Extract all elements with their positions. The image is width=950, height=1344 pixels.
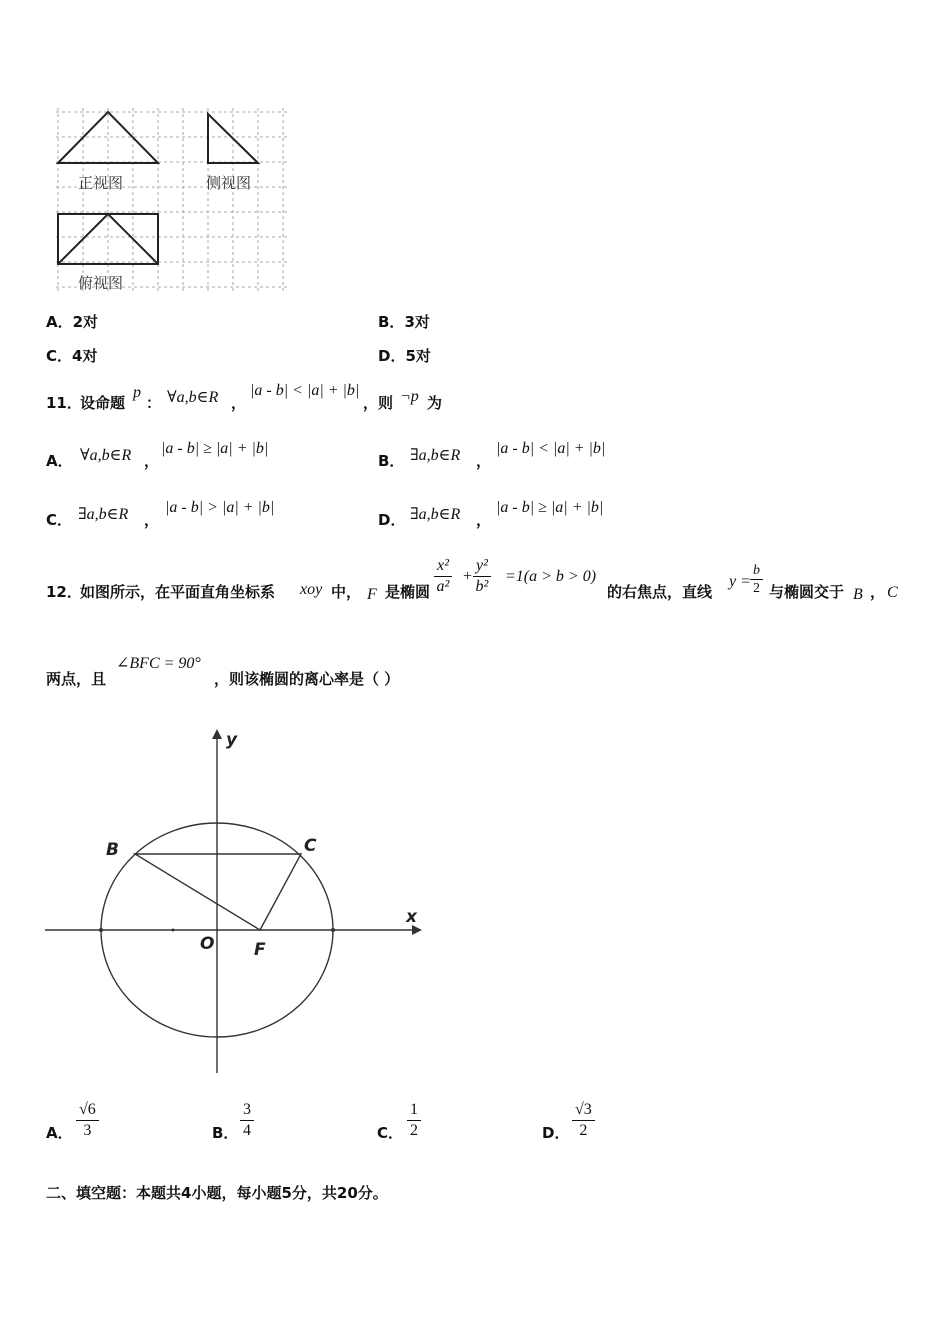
q12-line2-text-1: 两点，且 (46, 670, 107, 688)
q10-option-a[interactable]: A．2对 (46, 313, 99, 331)
three-view-figure (48, 100, 298, 300)
q11-not-p: ¬p (400, 388, 419, 405)
q12-angle: ∠BFC = 90° (116, 655, 201, 672)
q12-text-2: 中， (331, 583, 362, 601)
q10-option-c[interactable]: C．4对 (46, 347, 98, 365)
q12-number: 12． (46, 583, 82, 601)
point-c-label: C (304, 836, 317, 856)
q12-comma: ， (870, 583, 886, 601)
ellipse-figure (40, 725, 430, 1080)
section-2-heading: 二、填空题：本题共4小题，每小题5分，共20分。 (46, 1184, 388, 1202)
q12-option-b[interactable]: B． $\frac{3}{4}$ (212, 1097, 372, 1151)
q11-option-c[interactable]: C． ∃a,b∈R ， |a - b| > |a| + |b| (46, 499, 275, 529)
y-axis-arrow (212, 729, 222, 739)
q12-f: F (367, 586, 377, 603)
q12-ellipse-equation-rest: =1(a > b > 0) (505, 568, 597, 585)
q10-option-d[interactable]: D．5对 (378, 347, 431, 365)
q12-text-5: 与椭圆交于 (769, 583, 845, 601)
q11-comma: ， (231, 394, 247, 412)
q11-colon: ： (146, 394, 162, 412)
top-view-rectangle (58, 214, 158, 264)
q12-text-4: 的右焦点，直线 (607, 583, 713, 601)
y-axis-label: y (226, 730, 238, 750)
top-view-label: 俯视图 (78, 274, 124, 292)
q12-xoy: xoy (300, 581, 323, 598)
q11-option-a[interactable]: A． ∀a,b∈R ， |a - b| ≥ |a| + |b| (46, 440, 269, 470)
q12-frac-y2-b2: $\frac{\text{y²}}{\text{b²}}$ (473, 556, 491, 597)
q12-b: B (853, 586, 863, 603)
q11-option-d[interactable]: D． ∃a,b∈R ， |a - b| ≥ |a| + |b| (378, 499, 604, 529)
top-view-ridge (58, 214, 158, 264)
q11-text-2: ，则 (363, 394, 394, 412)
q12-option-a[interactable]: A． $\frac{√6}{3}$ (46, 1097, 206, 1151)
q12-line2-text-2: ，则该椭圆的离心率是（ ） (214, 670, 400, 688)
q12-c: C (887, 584, 898, 601)
q12-option-c[interactable]: C． $\frac{1}{2}$ (377, 1097, 537, 1151)
q12-y-equals: y = (729, 573, 751, 590)
q11-p: p (133, 384, 141, 401)
x-axis-label: x (406, 907, 417, 927)
front-view-label: 正视图 (78, 174, 124, 192)
point-b-label: B (106, 840, 119, 860)
q10-option-b[interactable]: B．3对 (378, 313, 430, 331)
q11-text-3: 为 (427, 394, 443, 412)
q11-number: 11． (46, 394, 82, 412)
q12-frac-b-2: $\frac{b}{2}$ (750, 562, 763, 597)
point-f-label: F (254, 940, 266, 960)
q11-option-b[interactable]: B． ∃a,b∈R ， |a - b| < |a| + |b| (378, 440, 606, 470)
q11-text-1: 设命题 (80, 394, 126, 412)
q11-inequality: |a - b| < |a| + |b| (250, 382, 360, 399)
origin-label: O (200, 934, 215, 954)
q12-plus: + (463, 568, 473, 585)
side-view-label: 侧视图 (206, 174, 252, 192)
triangle-bfc (135, 854, 301, 930)
q11-forall: ∀a,b∈R (167, 389, 219, 406)
q12-option-d[interactable]: D． $\frac{√3}{2}$ (542, 1097, 702, 1151)
q12-text-1: 如图所示，在平面直角坐标系 (80, 583, 276, 601)
q12-frac-x2-a2: $\frac{\text{x²}}{\text{a²}}$ (434, 556, 452, 597)
q12-text-3: 是椭圆 (385, 583, 431, 601)
